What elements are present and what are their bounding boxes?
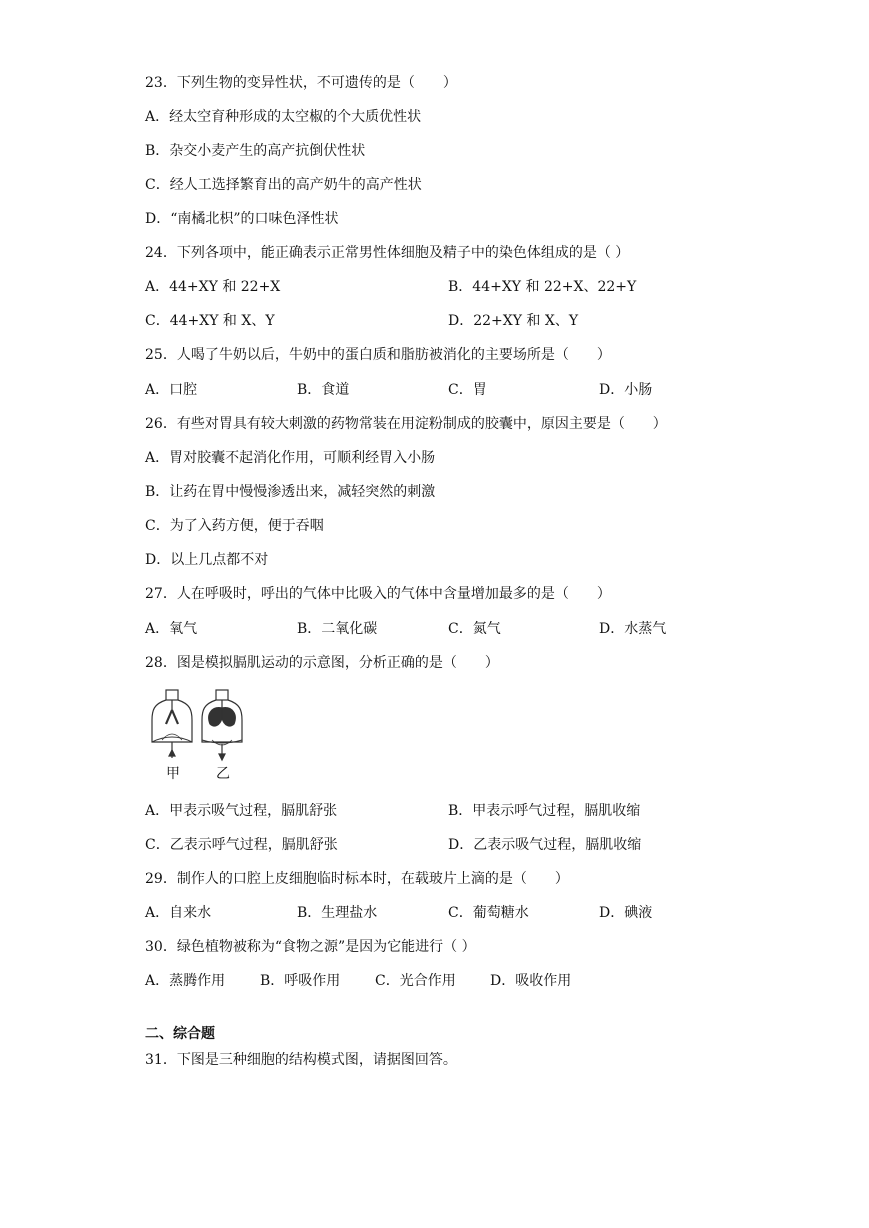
q23-option-b: B．杂交小麦产生的高产抗倒伏性状 <box>145 143 366 159</box>
q30-option-b: B．呼吸作用 <box>260 973 341 989</box>
q28-option-b: B．甲表示呼气过程，膈肌收缩 <box>448 803 641 819</box>
q30-option-d: D．吸收作用 <box>490 973 572 989</box>
q23-option-a: A．经太空育种形成的太空椒的个大质优性状 <box>145 109 422 125</box>
q27-option-a: A．氧气 <box>145 621 198 637</box>
diaphragm-model-figure <box>148 688 258 784</box>
q24-stem: 24．下列各项中，能正确表示正常男性体细胞及精子中的染色体组成的是（ ） <box>145 245 630 261</box>
q26-option-c: C．为了入药方便，便于吞咽 <box>145 518 324 534</box>
q25-option-d: D．小肠 <box>599 382 653 398</box>
diaphragm-model-svg <box>148 688 258 784</box>
q26-stem: 26．有些对胃具有较大刺激的药物常装在用淀粉制成的胶囊中，原因主要是（ ） <box>145 416 667 432</box>
q28-option-d: D．乙表示吸气过程，膈肌收缩 <box>448 837 642 853</box>
q25-option-a: A．口腔 <box>145 382 198 398</box>
q28-option-c: C．乙表示呼气过程，膈肌舒张 <box>145 837 338 853</box>
q30-option-c: C．光合作用 <box>375 973 456 989</box>
bell-jar-right <box>202 690 242 760</box>
q29-option-c: C．葡萄糖水 <box>448 905 529 921</box>
q24-option-d: D．22+XY 和 X、Y <box>448 313 579 329</box>
q26-option-d: D．以上几点都不对 <box>145 552 269 568</box>
q27-option-d: D．水蒸气 <box>599 621 667 637</box>
q29-stem: 29．制作人的口腔上皮细胞临时标本时，在载玻片上滴的是（ ） <box>145 871 569 887</box>
section-title: 二、综合题 <box>145 1026 215 1042</box>
q25-option-c: C．胃 <box>448 382 487 398</box>
q27-stem: 27．人在呼吸时，呼出的气体中比吸入的气体中含量增加最多的是（ ） <box>145 586 611 602</box>
q28-option-a: A．甲表示吸气过程，膈肌舒张 <box>145 803 338 819</box>
q25-option-b: B．食道 <box>297 382 350 398</box>
q28-stem: 28．图是模拟膈肌运动的示意图，分析正确的是（ ） <box>145 655 499 671</box>
q24-option-a: A．44+XY 和 22+X <box>145 279 281 295</box>
q27-option-c: C．氮气 <box>448 621 501 637</box>
q23-option-d: D．“南橘北枳”的口味色泽性状 <box>145 211 339 227</box>
q30-stem: 30．绿色植物被称为“食物之源”是因为它能进行（ ） <box>145 939 476 955</box>
q31-stem: 31．下图是三种细胞的结构模式图，请据图回答。 <box>145 1052 457 1068</box>
figure-label-right: 乙 <box>216 766 230 782</box>
q30-option-a: A．蒸腾作用 <box>145 973 226 989</box>
q26-option-a: A．胃对胶囊不起消化作用，可顺利经胃入小肠 <box>145 450 436 466</box>
q29-option-d: D．碘液 <box>599 905 653 921</box>
q25-stem: 25．人喝了牛奶以后，牛奶中的蛋白质和脂肪被消化的主要场所是（ ） <box>145 347 611 363</box>
q29-option-b: B．生理盐水 <box>297 905 378 921</box>
q26-option-b: B．让药在胃中慢慢渗透出来，减轻突然的刺激 <box>145 484 436 500</box>
q23-option-c: C．经人工选择繁育出的高产奶牛的高产性状 <box>145 177 422 193</box>
q24-option-b: B．44+XY 和 22+X、22+Y <box>448 279 637 295</box>
q24-option-c: C．44+XY 和 X、Y <box>145 313 275 329</box>
figure-label-left: 甲 <box>166 766 180 782</box>
q27-option-b: B．二氧化碳 <box>297 621 378 637</box>
q29-option-a: A．自来水 <box>145 905 212 921</box>
bell-jar-left <box>152 690 192 758</box>
q23-stem: 23．下列生物的变异性状，不可遗传的是（ ） <box>145 75 457 91</box>
